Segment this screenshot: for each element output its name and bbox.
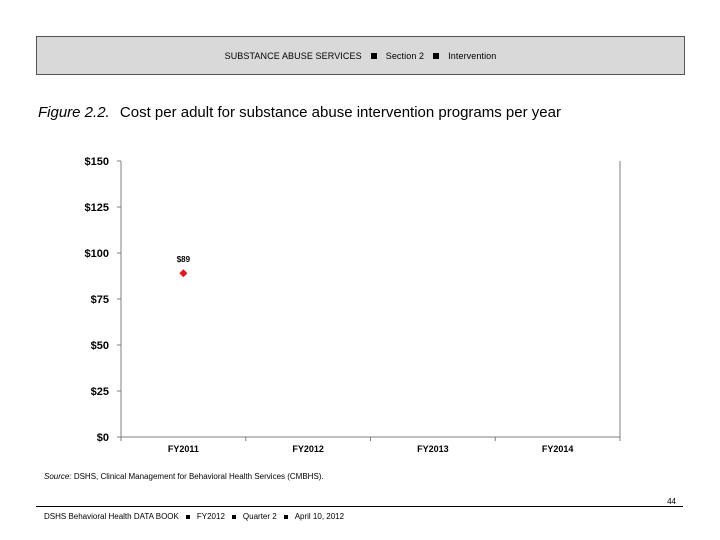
y-tick-label: $0 [96,432,109,444]
footer-fiscal-year: FY2012 [196,512,225,521]
section-name: SUBSTANCE ABUSE SERVICES [224,50,362,61]
y-tick-label: $25 [90,386,109,398]
footer [44,512,344,521]
y-tick-label: $150 [84,156,109,168]
data-label: $89 [176,255,191,265]
bullet-icon [186,515,190,519]
y-tick-label: $125 [84,202,109,214]
x-tick-label: FY2013 [417,444,449,454]
data-point-marker [179,269,187,277]
plot-frame [121,161,620,437]
bullet-icon [232,515,236,519]
figure-caption: Cost per adult for substance abuse intervention programs per year [119,104,561,121]
page-number: 44 [667,497,676,506]
x-tick-label: FY2014 [541,444,574,454]
section-topic: Intervention [448,50,497,61]
data-series [177,255,191,277]
source-note [44,472,324,481]
x-tick-label: FY2012 [292,444,324,454]
bullet-icon [284,515,288,519]
figure-number: Figure 2.2. [38,104,110,121]
section-number: Section 2 [385,50,425,61]
source-text: DSHS, Clinical Management for Behavioral Health Services (CMBHS). [73,472,324,481]
x-tick-label: FY2011 [167,444,199,454]
x-axis [121,437,620,454]
source-label: Source: [44,472,72,481]
y-tick-label: $50 [90,340,109,352]
footer-divider [36,506,683,507]
footer-quarter: Quarter 2 [242,512,277,521]
footer-date: April 10, 2012 [294,512,345,521]
footer-book: DSHS Behavioral Health DATA BOOK [44,512,179,521]
y-tick-label: $75 [90,294,109,306]
y-tick-label: $100 [84,248,109,260]
y-axis [85,156,121,444]
